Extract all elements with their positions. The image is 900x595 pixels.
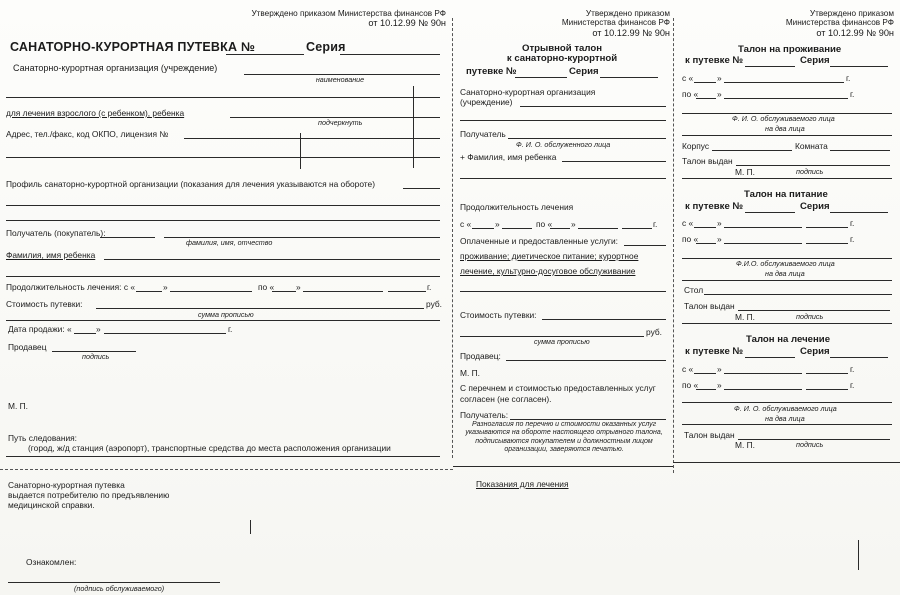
stub-cost-field[interactable] bbox=[542, 319, 666, 320]
bottom-note bbox=[8, 480, 169, 510]
stub-recipient-label: Получатель bbox=[460, 129, 506, 139]
stub-series: Серия bbox=[569, 66, 599, 77]
treatment-series: Серия bbox=[800, 346, 830, 357]
child-label bbox=[6, 251, 95, 259]
quote-close: » bbox=[717, 218, 722, 228]
treatment-from: с « bbox=[682, 364, 694, 374]
stub-number-field[interactable] bbox=[515, 77, 567, 78]
address-field[interactable] bbox=[184, 138, 440, 139]
approval-stamp-stub bbox=[562, 9, 670, 38]
food-issued-field[interactable] bbox=[738, 310, 890, 311]
route-hint: (город, ж/д станция (аэропорт), транспортные средства до места расположения организации bbox=[28, 443, 391, 453]
stub-year: г. bbox=[653, 219, 658, 229]
lodging-series-field[interactable] bbox=[830, 66, 888, 67]
approval-stamp-main bbox=[251, 9, 446, 29]
food-from-year-field[interactable] bbox=[806, 227, 848, 228]
stub-seller-label: Продавец: bbox=[460, 351, 501, 361]
lodging-title: Талон на проживание bbox=[738, 44, 842, 55]
quote-close: » bbox=[495, 219, 500, 229]
indications-heading: Показания для лечения bbox=[476, 479, 569, 489]
food-year: г. bbox=[850, 218, 855, 228]
lodging-from-month[interactable] bbox=[724, 82, 844, 83]
food-from-month[interactable] bbox=[724, 227, 802, 228]
lodging-to-month[interactable] bbox=[724, 98, 848, 99]
stub-title bbox=[456, 44, 668, 64]
child-field[interactable] bbox=[104, 259, 440, 260]
bottom-note-line: выдается потребителю по предъявлению bbox=[8, 490, 170, 501]
food-stamp: М. П. bbox=[735, 312, 755, 322]
recipient-field-short[interactable] bbox=[100, 237, 155, 238]
stub-recipient2-label: Получатель: bbox=[460, 410, 509, 420]
sale-date-label: Дата продажи: « bbox=[8, 324, 72, 334]
cost-field-2[interactable] bbox=[6, 320, 440, 321]
lodging-separator bbox=[682, 178, 892, 179]
lodging-building: Корпус bbox=[682, 141, 710, 151]
duration-from-day[interactable] bbox=[136, 291, 162, 292]
stub-to: по « bbox=[536, 219, 553, 229]
acquainted-sign-hint: (подпись обслуживаемого) bbox=[74, 584, 165, 593]
lodging-year: г. bbox=[850, 89, 855, 99]
lodging-building-field[interactable] bbox=[712, 150, 792, 151]
lodging-person-field-2[interactable] bbox=[682, 135, 892, 136]
series-label: Серия bbox=[306, 40, 346, 54]
lodging-person-hint: Ф. И. О. обслуживаемого лица bbox=[732, 114, 835, 123]
org-hint: наименование bbox=[315, 75, 365, 84]
quote-close: » bbox=[717, 380, 722, 390]
stub-child-field[interactable] bbox=[562, 161, 666, 162]
fold-line-mid bbox=[453, 466, 673, 467]
stub-note-line: подписываются покупателем и должностным лицом bbox=[475, 437, 653, 445]
address-field-2[interactable] bbox=[6, 157, 440, 158]
approval-line: Министерства финансов РФ bbox=[785, 18, 894, 28]
duration-label: Продолжительность лечения: с « bbox=[6, 282, 135, 292]
sale-month-field[interactable] bbox=[104, 333, 226, 334]
stub-recipient2-field[interactable] bbox=[510, 419, 666, 420]
recipient-label: Получатель (покупатель): bbox=[6, 228, 106, 238]
quote-close: » bbox=[571, 219, 576, 229]
underline-hint: подчеркнуть bbox=[318, 118, 363, 127]
treatment-sign-hint: подпись bbox=[796, 440, 824, 449]
approval-line: Утверждено приказом bbox=[585, 9, 670, 18]
year-label: г. bbox=[427, 282, 432, 292]
treatment-title: Талон на лечение bbox=[746, 334, 831, 345]
seller-sign-hint: подпись bbox=[82, 352, 110, 361]
treatment-number-field[interactable] bbox=[745, 357, 795, 358]
child-label-text: Фамилия, имя ребенка bbox=[6, 250, 96, 260]
cost-hint: сумма прописью bbox=[198, 310, 254, 319]
food-issued: Талон выдан bbox=[684, 301, 735, 311]
food-from: с « bbox=[682, 218, 694, 228]
stub-recipient-field[interactable] bbox=[508, 138, 666, 139]
food-series-field[interactable] bbox=[830, 212, 888, 213]
stub-to-month[interactable] bbox=[578, 228, 618, 229]
approval-line: Министерства финансов РФ bbox=[561, 18, 670, 28]
lodging-to-day[interactable] bbox=[696, 98, 716, 99]
profile-label: Профиль санаторно-курортной организации (показания для лечения указываются на обороте) bbox=[6, 179, 375, 189]
food-year: г. bbox=[850, 234, 855, 244]
quote-close: » bbox=[717, 73, 722, 83]
stub-from-day[interactable] bbox=[472, 228, 494, 229]
lodging-to: по « bbox=[682, 89, 699, 99]
stub-services-field[interactable] bbox=[624, 245, 666, 246]
treatment-issued: Талон выдан bbox=[684, 430, 735, 440]
food-to: по « bbox=[682, 234, 699, 244]
stub-note-line: указываются на обороте настоящего отрывного талона, bbox=[465, 429, 663, 437]
stub-agree-line2: согласен (не согласен). bbox=[460, 394, 552, 404]
stub-org-label2: (учреждение) bbox=[460, 97, 513, 107]
stub-to-day[interactable] bbox=[550, 228, 570, 229]
stub-from-month[interactable] bbox=[502, 228, 532, 229]
treatment-year: г. bbox=[850, 380, 855, 390]
scan-mark bbox=[858, 540, 859, 570]
treatment-label bbox=[6, 109, 184, 117]
seller-label: Продавец bbox=[8, 342, 47, 352]
stub-note-line: организации, заверяются печатью. bbox=[504, 446, 624, 454]
profile-field-3[interactable] bbox=[6, 220, 440, 221]
profile-field-2[interactable] bbox=[6, 205, 440, 206]
route-label: Путь следования: bbox=[8, 433, 78, 443]
quote-close: » bbox=[717, 89, 722, 99]
food-sign-hint: подпись bbox=[796, 312, 824, 321]
approval-line: от 10.12.99 № 90н bbox=[368, 18, 446, 29]
treatment-person-field[interactable] bbox=[682, 402, 892, 403]
food-to-year-field[interactable] bbox=[806, 243, 848, 244]
stub-recipient-hint: Ф. И. О. обслуженного лица bbox=[516, 140, 611, 149]
year-label: г. bbox=[228, 324, 233, 334]
stamp-label: М. П. bbox=[8, 401, 28, 411]
food-person-hint: Ф.И.О. обслуживаемого лица bbox=[736, 259, 835, 268]
recipient-hint: фамилия, имя, отчество bbox=[186, 238, 273, 247]
child-field-2[interactable] bbox=[6, 276, 440, 277]
rub-label: руб. bbox=[426, 299, 442, 309]
stub-child-field-2[interactable] bbox=[460, 178, 666, 179]
treatment-year: г. bbox=[850, 364, 855, 374]
lodging-number-field[interactable] bbox=[745, 66, 795, 67]
stub-org-field[interactable] bbox=[520, 106, 666, 107]
treatment-stamp: М. П. bbox=[735, 440, 755, 450]
route-field[interactable] bbox=[6, 456, 440, 457]
treatment-person-hint: Ф. И. О. обслуживаемого лица bbox=[734, 404, 837, 413]
approval-line: Утверждено приказом Министерства финансов РФ bbox=[251, 9, 446, 18]
treatment-voucher-no: к путевке № bbox=[685, 346, 744, 357]
treatment-series-field[interactable] bbox=[830, 357, 888, 358]
stub-org-label: Санаторно-курортная организация bbox=[460, 87, 596, 97]
treatment-from-day[interactable] bbox=[694, 373, 716, 374]
approval-line: от 10.12.99 № 90н bbox=[592, 27, 670, 38]
duration-to-month[interactable] bbox=[303, 291, 383, 292]
cut-line-2 bbox=[673, 18, 674, 473]
lodging-from: с « bbox=[682, 73, 694, 83]
treatment-to-month[interactable] bbox=[724, 389, 802, 390]
quote-close: » bbox=[163, 282, 168, 292]
cut-line-1 bbox=[452, 18, 453, 458]
voucher-title: САНАТОРНО-КУРОРТНАЯ ПУТЕВКА № bbox=[10, 40, 256, 54]
quote-close: » bbox=[717, 364, 722, 374]
stub-series-field[interactable] bbox=[600, 77, 658, 78]
lodging-sign-hint: подпись bbox=[796, 167, 824, 176]
food-to-month[interactable] bbox=[724, 243, 802, 244]
lodging-stamp: М. П. bbox=[735, 167, 755, 177]
stub-cost-label: Стоимость путевки: bbox=[460, 310, 537, 320]
lodging-series: Серия bbox=[800, 55, 830, 66]
food-table-field[interactable] bbox=[704, 294, 892, 295]
quote-close: » bbox=[717, 234, 722, 244]
org-field-2[interactable] bbox=[6, 97, 440, 98]
acquainted-label: Ознакомлен: bbox=[26, 557, 77, 567]
series-field[interactable] bbox=[340, 54, 440, 55]
sale-day-field[interactable] bbox=[74, 333, 96, 334]
lodging-issued-field[interactable] bbox=[736, 165, 890, 166]
approval-line: Утверждено приказом bbox=[809, 9, 894, 18]
quote-close: » bbox=[296, 282, 301, 292]
stub-services-field-2[interactable] bbox=[460, 291, 666, 292]
stub-child-label: + Фамилия, имя ребенка bbox=[460, 152, 557, 162]
treatment-person-field-2[interactable] bbox=[682, 424, 892, 425]
voucher-number-field[interactable] bbox=[226, 54, 304, 55]
stub-agree-line1: С перечнем и стоимостью предоставленных услуг bbox=[460, 383, 656, 393]
lodging-from-day[interactable] bbox=[694, 82, 716, 83]
stub-stamp: М. П. bbox=[460, 368, 480, 378]
treatment-from-year-field[interactable] bbox=[806, 373, 848, 374]
approval-stamp-right bbox=[786, 9, 894, 38]
duration-from-month[interactable] bbox=[170, 291, 252, 292]
fold-line-right bbox=[673, 462, 900, 463]
stub-org-field-2[interactable] bbox=[460, 120, 666, 121]
stub-year-field[interactable] bbox=[622, 228, 652, 229]
org-label: Санаторно-курортная организация (учреждение) bbox=[13, 63, 218, 73]
food-title: Талон на питание bbox=[744, 189, 828, 200]
bottom-note-line: медицинской справки. bbox=[8, 500, 95, 511]
food-series: Серия bbox=[800, 201, 830, 212]
food-to-day[interactable] bbox=[696, 243, 716, 244]
stub-cost-hint: сумма прописью bbox=[534, 337, 590, 346]
treatment-to: по « bbox=[682, 380, 699, 390]
food-separator bbox=[682, 323, 892, 324]
duration-year-field[interactable] bbox=[388, 291, 426, 292]
stub-from: с « bbox=[460, 219, 472, 229]
treatment-to-day[interactable] bbox=[696, 389, 716, 390]
food-two-persons: на два лица bbox=[765, 269, 805, 278]
cost-field[interactable] bbox=[96, 308, 424, 309]
stub-seller-field[interactable] bbox=[506, 360, 666, 361]
treatment-from-month[interactable] bbox=[724, 373, 802, 374]
address-label: Адрес, тел./факс, код ОКПО, лицензия № bbox=[6, 129, 169, 139]
bottom-note-line: Санаторно-курортная путевка bbox=[8, 480, 125, 490]
acquainted-sign-field[interactable] bbox=[8, 582, 220, 583]
stub-services-line2: лечение, культурно-досуговое обслуживание bbox=[460, 266, 636, 276]
stub-duration-label: Продолжительность лечения bbox=[460, 202, 574, 212]
stub-voucher-no: путевке № bbox=[466, 66, 517, 77]
stub-title-line: Отрывной талон bbox=[522, 43, 602, 54]
treatment-text: для лечения взрослого (с ребенком), ребенка bbox=[6, 108, 185, 118]
recipient-label-text: Получатель (покупатель) bbox=[6, 228, 104, 238]
quote-close: » bbox=[96, 324, 101, 334]
treatment-two-persons: на два лица bbox=[765, 414, 805, 423]
lodging-voucher-no: к путевке № bbox=[685, 55, 744, 66]
to-label: по « bbox=[258, 282, 275, 292]
duration-to-day[interactable] bbox=[272, 291, 296, 292]
fold-line-left bbox=[0, 469, 453, 470]
lodging-room: Комната bbox=[795, 141, 828, 151]
food-voucher-no: к путевке № bbox=[685, 201, 744, 212]
scan-mark bbox=[250, 520, 251, 534]
food-person-field-2[interactable] bbox=[682, 280, 892, 281]
lodging-issued: Талон выдан bbox=[682, 156, 733, 166]
stub-note-line: Разногласия по перечню и стоимости оказанных услуг bbox=[471, 421, 657, 428]
food-number-field[interactable] bbox=[745, 212, 795, 213]
stub-rub: руб. bbox=[646, 327, 662, 337]
treatment-to-year-field[interactable] bbox=[806, 389, 848, 390]
cost-label: Стоимость путевки: bbox=[6, 299, 83, 309]
stub-title-line: к санаторно-курортной bbox=[506, 53, 618, 65]
lodging-room-field[interactable] bbox=[830, 150, 890, 151]
scan-mark bbox=[413, 86, 414, 168]
food-table: Стол bbox=[684, 285, 704, 295]
lodging-year: г. bbox=[846, 73, 851, 83]
stub-services-line1: проживание; диетическое питание; курортное bbox=[460, 251, 639, 261]
profile-field[interactable] bbox=[403, 188, 440, 189]
approval-line: от 10.12.99 № 90н bbox=[816, 27, 894, 38]
lodging-two-persons: на два лица bbox=[765, 124, 805, 133]
stub-note bbox=[458, 421, 670, 455]
stub-services-label: Оплаченные и предоставленные услуги: bbox=[460, 236, 618, 246]
food-from-day[interactable] bbox=[694, 227, 716, 228]
